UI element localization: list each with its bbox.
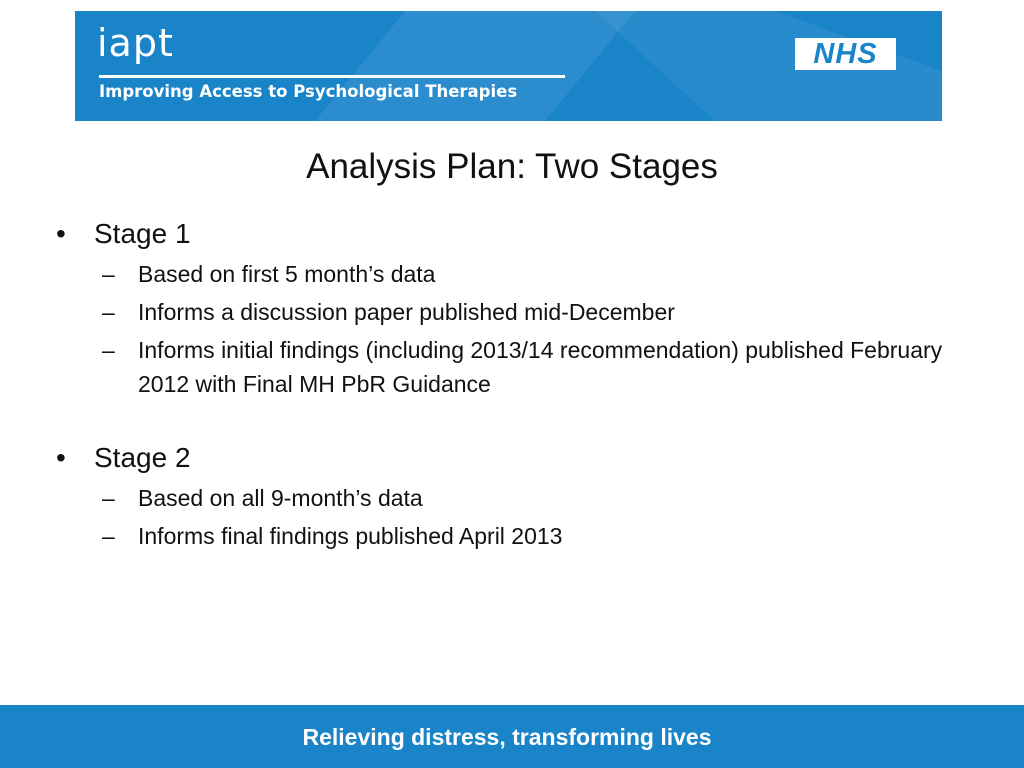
sub-item bbox=[56, 295, 956, 329]
sub-item bbox=[56, 257, 956, 291]
dash-icon: – bbox=[102, 299, 115, 325]
logo-divider bbox=[99, 75, 565, 78]
nhs-logo bbox=[795, 38, 896, 70]
dash-icon: – bbox=[102, 485, 115, 511]
slide-title: Analysis Plan: Two Stages bbox=[306, 147, 718, 186]
nhs-logo-text: NHS bbox=[813, 38, 878, 70]
header-banner bbox=[75, 11, 942, 121]
sub-item-text: Informs a discussion paper published mid-December bbox=[138, 299, 675, 325]
dash-icon: – bbox=[102, 337, 115, 363]
sub-item bbox=[56, 519, 956, 553]
footer-slogan: Relieving distress, transforming lives bbox=[302, 723, 712, 750]
sub-item-text: Informs final findings published April 2013 bbox=[138, 523, 563, 549]
iapt-logo: iapt bbox=[97, 21, 174, 65]
slide-body bbox=[56, 215, 956, 553]
bullet-stage-1 bbox=[56, 215, 956, 253]
sub-item bbox=[56, 333, 956, 401]
dash-icon: – bbox=[102, 261, 115, 287]
footer-banner bbox=[0, 705, 1024, 768]
bullet-icon: • bbox=[56, 442, 66, 473]
bullet-stage-2 bbox=[56, 439, 956, 477]
bullet-icon: • bbox=[56, 218, 66, 249]
sub-item-text: Based on all 9-month’s data bbox=[138, 485, 423, 511]
bullet-label: Stage 2 bbox=[94, 442, 191, 473]
sub-item-text: Informs initial findings (including 2013/14 recommendation) published February 2012 with Final MH PbR Guidance bbox=[138, 337, 943, 397]
spacer bbox=[56, 401, 956, 439]
iapt-tagline: Improving Access to Psychological Therapies bbox=[99, 82, 518, 101]
bullet-label: Stage 1 bbox=[94, 218, 191, 249]
dash-icon: – bbox=[102, 523, 115, 549]
sub-item bbox=[56, 481, 956, 515]
sub-item-text: Based on first 5 month’s data bbox=[138, 261, 436, 287]
